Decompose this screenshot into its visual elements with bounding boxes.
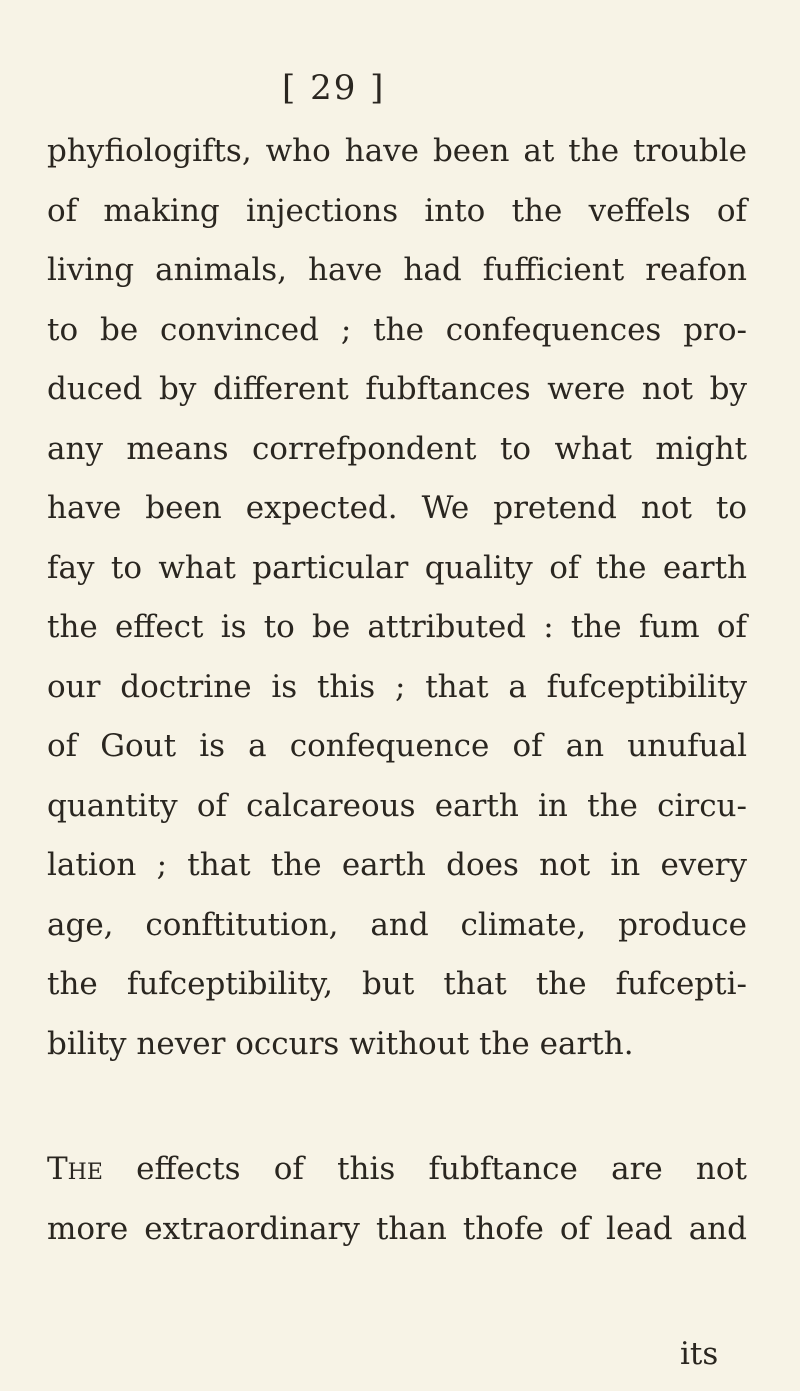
text-line: fay to what particular quality of the earth <box>47 549 747 586</box>
catchword: its <box>680 1336 719 1372</box>
text-line: age, conftitution, and climate, produce <box>47 906 747 943</box>
text-line: of Gout is a confequence of an unufual <box>47 728 747 764</box>
text-line: the fufceptibility, but that the fufcepti- <box>47 966 747 1002</box>
text-line: have been expected. We pretend not to <box>47 490 747 526</box>
text-line: the effect is to be attributed : the fum of <box>47 609 747 645</box>
text-line: to be convinced ; the confequences pro- <box>47 311 747 348</box>
text-line: of making injections into the veffels of <box>47 192 747 229</box>
text-line: any means correfpondent to what might <box>47 430 747 467</box>
page-number: [ 29 ] <box>282 68 386 108</box>
text-line <box>47 1140 747 1200</box>
text-line: quantity of calcareous earth in the circu- <box>47 787 747 824</box>
text-line: more extraordinary than thofe of lead and <box>47 1210 747 1247</box>
paragraph-first-word: The <box>47 1151 103 1187</box>
text-line: phyfiologifts, who have been at the trouble <box>47 133 747 169</box>
text-line: our doctrine is this ; that a fufceptibility <box>47 668 747 705</box>
paragraph-gap <box>47 1074 747 1140</box>
text-line-rest: effects of this fubftance are not <box>136 1151 748 1187</box>
text-line: bility never occurs without the earth. <box>47 1025 634 1062</box>
text-line: duced by different fubftances were not by <box>47 371 747 407</box>
text-line: lation ; that the earth does not in every <box>47 847 747 883</box>
body-text <box>47 122 747 1259</box>
text-line: living animals, have had fufficient reafon <box>47 252 747 288</box>
